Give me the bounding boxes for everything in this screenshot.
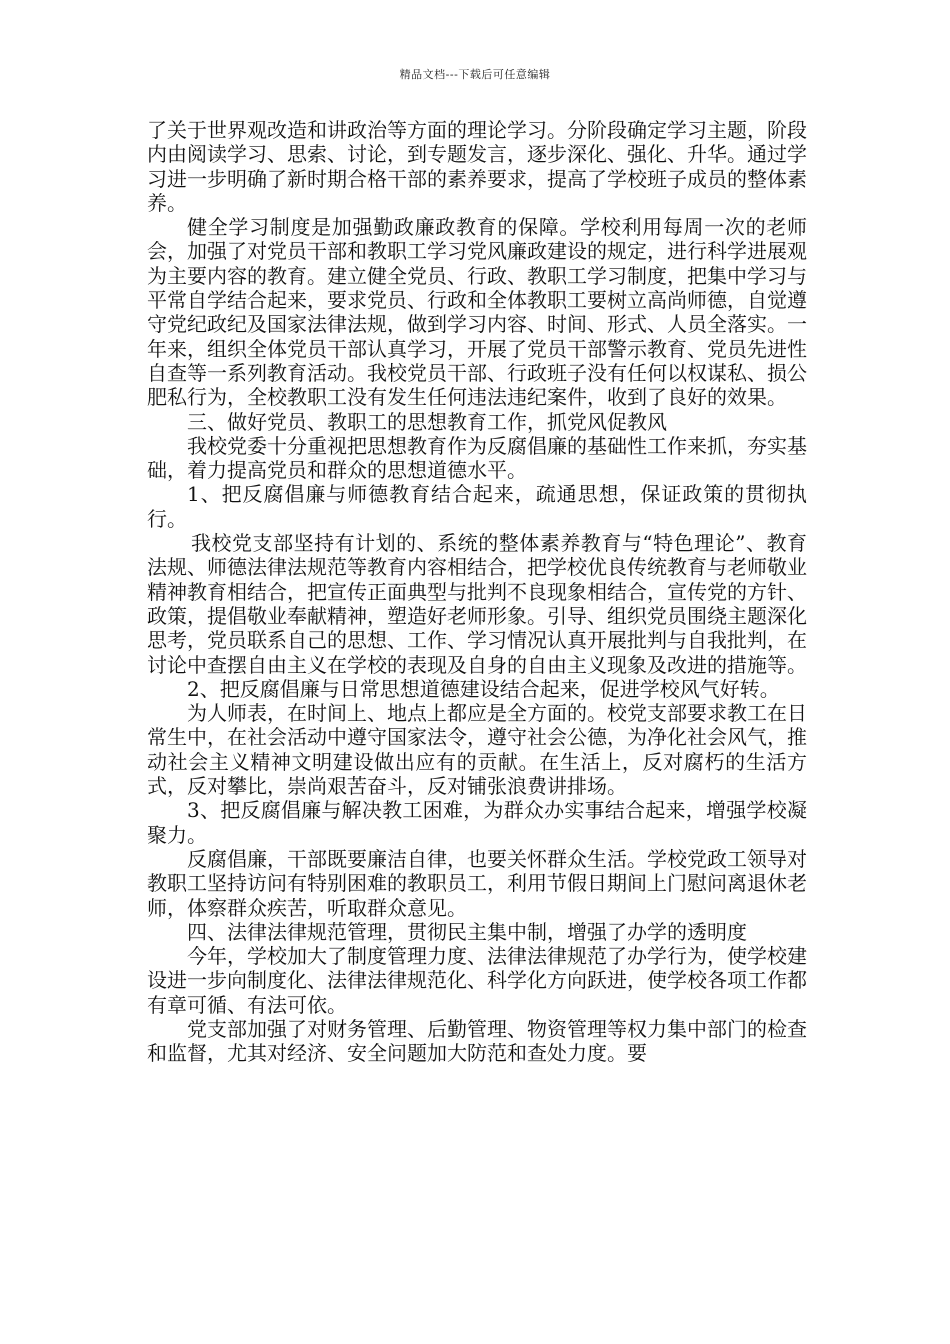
section-heading: 三、做好党员、教职工的思想教育工作，抓党风促教风 — [187, 409, 667, 434]
subsection-heading: 2、把反腐倡廉与日常思想道德建设结合起来，促进学校风气好转。 — [187, 676, 780, 701]
subsection-heading: 1、把反腐倡廉与师德教育结合起来，疏通思想，保证政策的贯彻执行。 — [147, 482, 807, 531]
document-body — [147, 118, 807, 1066]
page-header: 精品文档---下载后可任意编辑 — [399, 68, 551, 81]
paragraph: 我校党支部坚持有计划的、系统的整体素养教育与“特色理论”、教育法规、师德法律法规范等教育内容相结合，把学校优良传统教育与老师敬业精神教育相结合，把宣传正面典型与批判不良现象相结合，宣传党的方针、政策，提倡敬业奉献精神，塑造好老师形象。引导、组织党员围绕主题深化思考，党员联系自己的思想、工作、学习情况认真开展批判与自我批判，在讨论中查摆自由主义在学校的表现及自身的自由主义现象及改进的措施等。 — [147, 531, 807, 677]
paragraph: 健全学习制度是加强勤政廉政教育的保障。学校利用每周一次的老师会，加强了对党员干部和教职工学习党风廉政建设的规定，进行科学进展观为主要内容的教育。建立健全党员、行政、教职工学习制度，把集中学习与平常自学结合起来，要求党员、行政和全体教职工要树立高尚师德，自觉遵守党纪政纪及国家法律法规，做到学习内容、时间、形式、人员全落实。一年来，组织全体党员干部认真学习，开展了党员干部警示教育、党员先进性自查等一系列教育活动。我校党员干部、行政班子没有任何以权谋私、损公肥私行为，全校教职工没有发生任何违法违纪案件，收到了良好的效果。 — [147, 215, 807, 410]
paragraph: 我校党委十分重视把思想教育作为反腐倡廉的基础性工作来抓，夯实基础，着力提高党员和群众的思想道德水平。 — [147, 433, 807, 483]
paragraph: 党支部加强了对财务管理、后勤管理、物资管理等权力集中部门的检查和监督，尤其对经济、安全问题加大防范和查处力度。要 — [147, 1016, 807, 1066]
paragraph: 今年，学校加大了制度管理力度、法律法律规范了办学行为，使学校建设进一步向制度化、法律法律规范化、科学化方向跃进，使学校各项工作都有章可循、有法可依。 — [147, 944, 807, 1017]
section-heading: 四、法律法律规范管理，贯彻民主集中制，增强了办学的透明度 — [187, 919, 747, 944]
paragraph: 反腐倡廉，干部既要廉洁自律，也要关怀群众生活。学校党政工领导对教职工坚持访问有特别困难的教职员工，利用节假日期间上门慰问离退休老师，体察群众疾苦，听取群众意见。 — [147, 846, 807, 920]
paragraph: 为人师表，在时间上、地点上都应是全方面的。校党支部要求教工在日常生中，在社会活动中遵守国家法令，遵守社会公德，为净化社会风气，推动社会主义精神文明建设做出应有的贡献。在生活上，反对腐朽的生活方式，反对攀比，崇尚艰苦奋斗，反对铺张浪费讲排场。 — [147, 701, 807, 799]
paragraph: 了关于世界观改造和讲政治等方面的理论学习。分阶段确定学习主题，阶段内由阅读学习、思索、讨论，到专题发言，逐步深化、强化、升华。通过学习进一步明确了新时期合格干部的素养要求，提高了学校班子成员的整体素养。 — [147, 118, 807, 215]
subsection-heading: 3、把反腐倡廉与解决教工困难，为群众办实事结合起来，增强学校凝聚力。 — [147, 798, 807, 847]
